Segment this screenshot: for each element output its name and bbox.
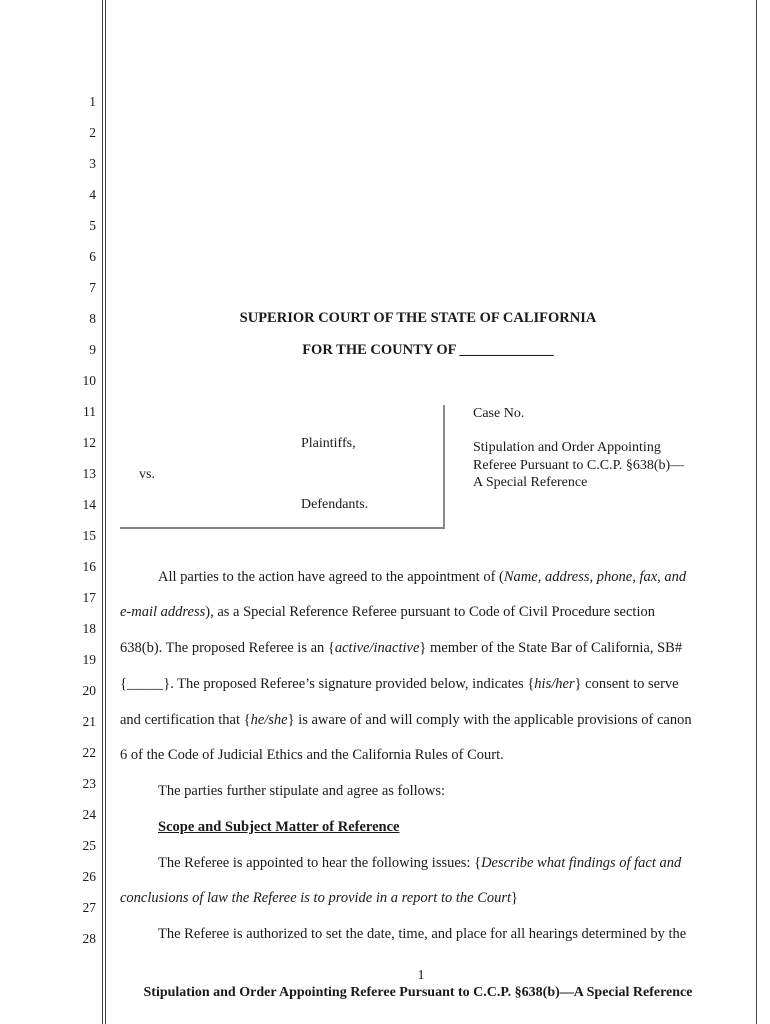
text-segment-italic: active/inactive bbox=[334, 640, 420, 656]
vs-label: vs. bbox=[139, 467, 155, 482]
line-number: 13 bbox=[82, 466, 96, 481]
line-number: 3 bbox=[89, 156, 96, 171]
line-number: 28 bbox=[82, 931, 96, 946]
text-segment: 638(b). The proposed Referee is an { bbox=[120, 640, 335, 656]
text-segment: } is aware of and will comply with the applicable provisions of canon bbox=[287, 712, 692, 728]
document-title-line-3: A Special Reference bbox=[473, 475, 588, 490]
caption-divider-horizontal bbox=[120, 527, 445, 529]
document-title-line-2: Referee Pursuant to C.C.P. §638(b)— bbox=[473, 458, 685, 473]
text-segment-italic: Describe what findings of fact and bbox=[481, 855, 682, 871]
text-segment: ), as a Special Reference Referee pursuant to Code of Civil Procedure section bbox=[205, 604, 655, 620]
line-number: 15 bbox=[82, 528, 96, 543]
court-title: SUPERIOR COURT OF THE STATE OF CALIFORNIA bbox=[239, 310, 597, 326]
text-segment: } consent to serve bbox=[574, 676, 679, 692]
line-number: 21 bbox=[82, 714, 96, 729]
line-number: 19 bbox=[82, 652, 96, 667]
line-number: 1 bbox=[89, 94, 96, 109]
line-number: 8 bbox=[89, 311, 96, 326]
defendants-label: Defendants. bbox=[301, 497, 369, 512]
line-number: 11 bbox=[83, 404, 96, 419]
line-number: 5 bbox=[89, 218, 96, 233]
line-number: 14 bbox=[82, 497, 96, 512]
text-segment: The Referee is appointed to hear the following issues: { bbox=[158, 855, 482, 871]
paragraph-3-line-1 bbox=[120, 854, 716, 872]
plaintiffs-label: Plaintiffs, bbox=[301, 436, 356, 451]
line-number: 4 bbox=[89, 187, 96, 202]
line-number: 7 bbox=[89, 280, 96, 295]
line-number: 26 bbox=[82, 869, 96, 884]
text-segment: {_____}. The proposed Referee’s signature provided below, indicates { bbox=[120, 676, 535, 692]
line-number: 12 bbox=[82, 435, 96, 450]
line-number: 16 bbox=[82, 559, 96, 574]
text-segment: All parties to the action have agreed to the appointment of ( bbox=[158, 569, 504, 585]
paragraph-1-line-3 bbox=[120, 639, 716, 657]
case-number-label: Case No. bbox=[473, 406, 525, 421]
line-number: 10 bbox=[82, 373, 96, 388]
paragraph-1-line-2 bbox=[120, 603, 716, 621]
paragraph-4-line-1: The Referee is authorized to set the date, time, and place for all hearings determined by the bbox=[158, 926, 687, 942]
text-segment: } member of the State Bar of California, SB# bbox=[419, 640, 683, 656]
line-number: 17 bbox=[82, 590, 96, 605]
text-segment-italic: Name, address, phone, fax, and bbox=[503, 569, 687, 585]
footer-title: Stipulation and Order Appointing Referee Pursuant to C.C.P. §638(b)—A Special Reference bbox=[143, 985, 693, 1000]
text-segment-italic: e-mail address bbox=[120, 604, 206, 620]
line-number: 24 bbox=[82, 807, 96, 822]
left-margin-rule-inner bbox=[105, 0, 106, 1024]
left-margin-rule-outer bbox=[102, 0, 103, 1024]
right-margin-rule bbox=[756, 0, 757, 1024]
line-number: 27 bbox=[82, 900, 96, 915]
caption-divider-vertical bbox=[443, 405, 445, 529]
line-number: 22 bbox=[82, 745, 96, 760]
paragraph-1-line-6: 6 of the Code of Judicial Ethics and the California Rules of Court. bbox=[120, 747, 504, 763]
line-number: 9 bbox=[89, 342, 96, 357]
page-number: 1 bbox=[417, 968, 425, 983]
text-segment-italic: he/she bbox=[250, 712, 288, 728]
text-segment-italic: his/her bbox=[534, 676, 575, 692]
text-segment: } bbox=[511, 890, 519, 906]
line-number: 6 bbox=[89, 249, 96, 264]
document-title-line-1: Stipulation and Order Appointing bbox=[473, 440, 661, 455]
line-number: 2 bbox=[89, 125, 96, 140]
text-segment: and certification that { bbox=[120, 712, 251, 728]
paragraph-1-line-4 bbox=[120, 675, 716, 693]
section-heading bbox=[120, 818, 716, 836]
line-number: 25 bbox=[82, 838, 96, 853]
line-number: 18 bbox=[82, 621, 96, 636]
paragraph-1-line-1 bbox=[120, 568, 716, 586]
paragraph-3-line-2 bbox=[120, 889, 716, 907]
county-line: FOR THE COUNTY OF _____________ bbox=[302, 342, 554, 358]
paragraph-1-line-5 bbox=[120, 711, 716, 729]
line-number: 20 bbox=[82, 683, 96, 698]
text-segment-italic: conclusions of law the Referee is to provide in a report to the Court bbox=[120, 890, 512, 906]
line-number: 23 bbox=[82, 776, 96, 791]
paragraph-2: The parties further stipulate and agree as follows: bbox=[158, 783, 446, 799]
section-heading-text: Scope and Subject Matter of Reference bbox=[158, 819, 400, 835]
